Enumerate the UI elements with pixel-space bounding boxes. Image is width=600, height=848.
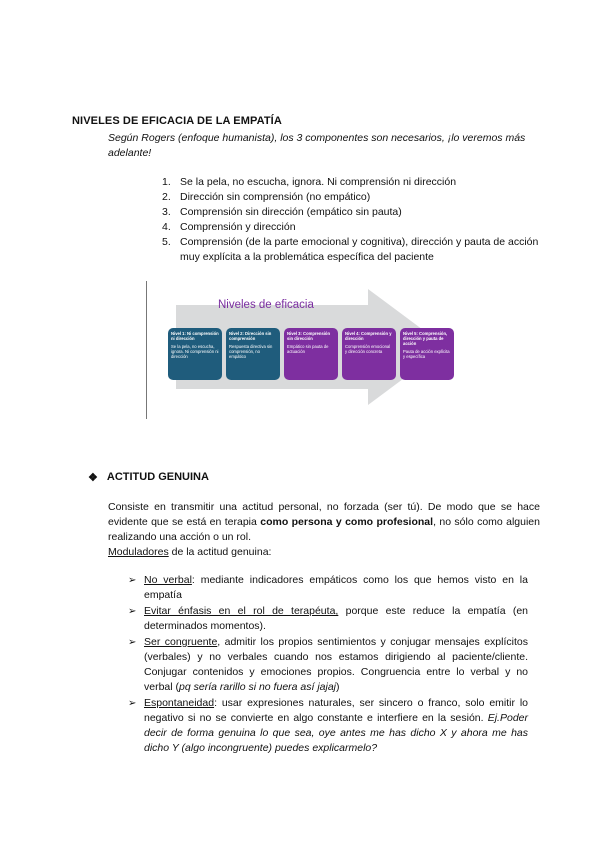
arrow-bullet-icon: ➢ <box>128 637 137 648</box>
modulators-label: Moduladores de la actitud genuina: <box>108 546 272 558</box>
list-item: ➢ Espontaneidad: usar expresiones naturales, ser sincero o franco, solo emitir lo negativo si no se convierte en algo constante e interfiere en la sesión. Ej.Poder decir de forma genuina lo que sea, oye antes me has dicho X y ahora me has dicho Y (algo incongruente) puedes explicarmelo? <box>128 697 528 754</box>
diamond-bullet-icon: ❖ <box>88 472 98 484</box>
paragraph: Consiste en transmitir una actitud personal, no forzada (ser tú). De modo que se hace evidente que se está en terapia como persona y como profesional, no sólo como alguien realizando una acción o un rol. <box>108 501 540 543</box>
arrow-bullet-icon: ➢ <box>128 698 137 709</box>
list-item: 4. Comprensión y dirección <box>162 221 296 233</box>
list-item: ➢ Ser congruente, admitir los propios sentimientos y conjugar mensajes explícitos (verbales) y no verbales cuando nos estamos dirigiendo al paciente/cliente. Conjugar contenidos y emociones propios. Congruencia entre lo verbal y no verbal (pq sería rarillo si no fuera así jajaj) <box>128 636 528 693</box>
list-item: 3. Comprensión sin dirección (empático sin pauta) <box>162 206 402 218</box>
level-box-5: Nivel 5: Comprensión, dirección y pauta de acción Pauta de acción explícita y específica <box>400 328 454 380</box>
levels-list <box>162 175 542 265</box>
list-item: ➢ Evitar énfasis en el rol de terapéuta, porque este reduce la empatía (en determinados momentos). <box>128 605 528 632</box>
level-box-1: Nivel 1: Ni comprensión ni dirección Se la pela, no escucha, ignora. Ni comprensión ni dirección <box>168 328 222 380</box>
diagram-title: Niveles de eficacia <box>218 299 314 311</box>
level-box-3: Nivel 3: Comprensión sin dirección Empático sin pauta de actuación <box>284 328 338 380</box>
level-box-2: Nivel 2: Dirección sin comprensión Respuesta directiva sin comprensión, no empático <box>226 328 280 380</box>
list-item: ➢ No verbal: mediante indicadores empáticos como los que hemos visto en la empatía <box>128 574 528 601</box>
arrow-bullet-icon: ➢ <box>128 575 137 586</box>
subsection-heading: ❖ ACTITUD GENUINA <box>88 471 209 484</box>
arrow-bullet-icon: ➢ <box>128 606 137 617</box>
list-item: 2. Dirección sin comprensión (no empático) <box>162 191 371 203</box>
section-title: NIVELES DE EFICACIA DE LA EMPATÍA <box>72 115 282 127</box>
list-item: 5. Comprensión (de la parte emocional y cognitiva), dirección y pauta de acción muy explícita a la problemática específica del paciente <box>162 236 539 263</box>
efficacy-diagram <box>146 281 476 421</box>
intro-text: Según Rogers (enfoque humanista), los 3 componentes son necesarios, ¡lo veremos más adelante! <box>108 132 526 159</box>
list-item: 1. Se la pela, no escucha, ignora. Ni comprensión ni dirección <box>162 176 457 188</box>
modulators-list <box>128 573 528 757</box>
level-box-4: Nivel 4: Comprensión y dirección Comprensión emocional y dirección concreta <box>342 328 396 380</box>
